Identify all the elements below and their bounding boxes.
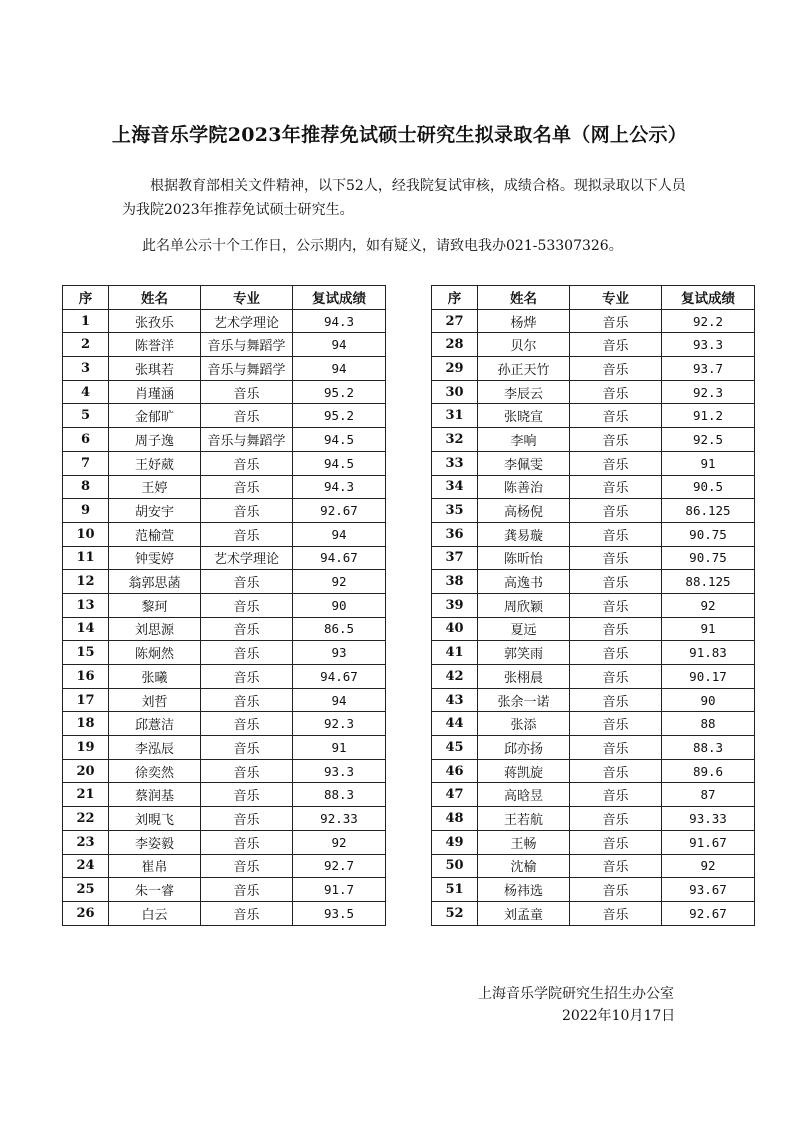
row-score-cell: 88 bbox=[662, 712, 755, 736]
row-major-cell: 音乐 bbox=[201, 380, 293, 404]
row-major-cell: 音乐 bbox=[201, 807, 293, 831]
row-name-cell: 胡安宇 bbox=[109, 499, 201, 523]
table-row bbox=[432, 854, 755, 878]
row-score-cell: 95.2 bbox=[293, 380, 386, 404]
row-score-cell: 92.3 bbox=[662, 380, 755, 404]
row-no-cell: 47 bbox=[432, 783, 478, 807]
row-score-cell: 90.75 bbox=[662, 522, 755, 546]
row-name-cell: 崔帛 bbox=[109, 854, 201, 878]
row-no-cell: 34 bbox=[432, 475, 478, 499]
row-major-cell: 音乐与舞蹈学 bbox=[201, 333, 293, 357]
table-row bbox=[432, 380, 755, 404]
row-major-cell: 音乐 bbox=[201, 451, 293, 475]
table-row bbox=[432, 475, 755, 499]
row-major-cell: 音乐 bbox=[570, 357, 662, 381]
row-score-cell: 93.7 bbox=[662, 357, 755, 381]
row-name-cell: 刘思源 bbox=[109, 617, 201, 641]
row-major-cell: 音乐 bbox=[570, 380, 662, 404]
row-score-cell: 94 bbox=[293, 522, 386, 546]
row-no-cell: 9 bbox=[63, 499, 109, 523]
row-score-cell: 92.67 bbox=[662, 901, 755, 925]
row-no-cell: 51 bbox=[432, 878, 478, 902]
office-signature: 上海音乐学院研究生招生办公室 bbox=[478, 986, 674, 1002]
table-row bbox=[63, 712, 386, 736]
table-row bbox=[432, 688, 755, 712]
row-name-cell: 李佩雯 bbox=[478, 451, 570, 475]
row-score-cell: 92.2 bbox=[662, 309, 755, 333]
row-score-cell: 88.3 bbox=[293, 783, 386, 807]
admission-table-right bbox=[431, 285, 755, 926]
row-score-cell: 91 bbox=[662, 451, 755, 475]
row-name-cell: 夏远 bbox=[478, 617, 570, 641]
row-major-cell: 音乐 bbox=[201, 499, 293, 523]
row-name-cell: 白云 bbox=[109, 901, 201, 925]
row-name-cell: 李辰云 bbox=[478, 380, 570, 404]
row-name-cell: 李泓辰 bbox=[109, 736, 201, 760]
table-row bbox=[63, 428, 386, 452]
row-major-cell: 音乐 bbox=[201, 617, 293, 641]
row-no-cell: 31 bbox=[432, 404, 478, 428]
row-no-cell: 36 bbox=[432, 522, 478, 546]
table-row bbox=[432, 901, 755, 925]
table-row bbox=[432, 428, 755, 452]
table-row bbox=[432, 593, 755, 617]
header-no: 序 bbox=[432, 286, 478, 310]
table-header-row bbox=[63, 286, 386, 310]
row-no-cell: 2 bbox=[63, 333, 109, 357]
row-score-cell: 93.3 bbox=[293, 759, 386, 783]
row-major-cell: 音乐 bbox=[570, 570, 662, 594]
row-major-cell: 音乐 bbox=[570, 333, 662, 357]
header-score: 复试成绩 bbox=[662, 286, 755, 310]
row-name-cell: 周子逸 bbox=[109, 428, 201, 452]
row-no-cell: 29 bbox=[432, 357, 478, 381]
row-score-cell: 92.5 bbox=[662, 428, 755, 452]
row-no-cell: 32 bbox=[432, 428, 478, 452]
row-no-cell: 45 bbox=[432, 736, 478, 760]
row-no-cell: 1 bbox=[63, 309, 109, 333]
row-major-cell: 音乐 bbox=[570, 665, 662, 689]
row-major-cell: 音乐 bbox=[201, 830, 293, 854]
row-name-cell: 刘晛飞 bbox=[109, 807, 201, 831]
row-score-cell: 94 bbox=[293, 688, 386, 712]
row-no-cell: 11 bbox=[63, 546, 109, 570]
row-major-cell: 音乐 bbox=[201, 783, 293, 807]
row-score-cell: 94 bbox=[293, 357, 386, 381]
row-major-cell: 音乐 bbox=[201, 712, 293, 736]
admission-table-left bbox=[62, 285, 386, 926]
row-major-cell: 艺术学理论 bbox=[201, 546, 293, 570]
row-major-cell: 音乐 bbox=[570, 522, 662, 546]
row-score-cell: 95.2 bbox=[293, 404, 386, 428]
row-score-cell: 87 bbox=[662, 783, 755, 807]
notice-paragraph: 此名单公示十个工作日，公示期内，如有疑义，请致电我办021-53307326。 bbox=[142, 238, 623, 254]
row-no-cell: 16 bbox=[63, 665, 109, 689]
row-score-cell: 94.67 bbox=[293, 665, 386, 689]
row-no-cell: 26 bbox=[63, 901, 109, 925]
row-no-cell: 33 bbox=[432, 451, 478, 475]
row-major-cell: 音乐 bbox=[570, 451, 662, 475]
row-score-cell: 92 bbox=[662, 854, 755, 878]
row-no-cell: 19 bbox=[63, 736, 109, 760]
row-score-cell: 94.5 bbox=[293, 451, 386, 475]
row-name-cell: 张孜乐 bbox=[109, 309, 201, 333]
table-row bbox=[63, 309, 386, 333]
table-row bbox=[63, 759, 386, 783]
table-row bbox=[432, 309, 755, 333]
row-name-cell: 陈善治 bbox=[478, 475, 570, 499]
row-no-cell: 41 bbox=[432, 641, 478, 665]
row-score-cell: 94 bbox=[293, 333, 386, 357]
row-name-cell: 王畅 bbox=[478, 830, 570, 854]
row-score-cell: 88.3 bbox=[662, 736, 755, 760]
row-no-cell: 22 bbox=[63, 807, 109, 831]
table-row bbox=[432, 759, 755, 783]
row-score-cell: 88.125 bbox=[662, 570, 755, 594]
row-name-cell: 周欣颖 bbox=[478, 593, 570, 617]
table-row bbox=[432, 830, 755, 854]
intro-paragraph: 根据教育部相关文件精神，以下52人，经我院复试审核，成绩合格。现拟录取以下人员为我院2023年推荐免试硕士研究生。 bbox=[122, 178, 686, 218]
row-major-cell: 音乐 bbox=[201, 736, 293, 760]
row-major-cell: 音乐 bbox=[201, 641, 293, 665]
row-no-cell: 38 bbox=[432, 570, 478, 594]
row-name-cell: 范榆萱 bbox=[109, 522, 201, 546]
row-name-cell: 黎珂 bbox=[109, 593, 201, 617]
table-row bbox=[432, 451, 755, 475]
row-no-cell: 15 bbox=[63, 641, 109, 665]
table-row bbox=[432, 641, 755, 665]
header-name: 姓名 bbox=[109, 286, 201, 310]
row-major-cell: 音乐 bbox=[570, 759, 662, 783]
row-score-cell: 92.3 bbox=[293, 712, 386, 736]
row-no-cell: 42 bbox=[432, 665, 478, 689]
row-name-cell: 翁郭思菡 bbox=[109, 570, 201, 594]
row-score-cell: 91.2 bbox=[662, 404, 755, 428]
row-no-cell: 13 bbox=[63, 593, 109, 617]
row-no-cell: 27 bbox=[432, 309, 478, 333]
row-score-cell: 91.83 bbox=[662, 641, 755, 665]
row-no-cell: 3 bbox=[63, 357, 109, 381]
table-row bbox=[63, 380, 386, 404]
table-row bbox=[432, 333, 755, 357]
row-major-cell: 音乐 bbox=[570, 688, 662, 712]
row-major-cell: 音乐 bbox=[201, 759, 293, 783]
row-score-cell: 93.5 bbox=[293, 901, 386, 925]
row-no-cell: 6 bbox=[63, 428, 109, 452]
row-score-cell: 93.33 bbox=[662, 807, 755, 831]
row-major-cell: 音乐 bbox=[570, 546, 662, 570]
row-score-cell: 92 bbox=[662, 593, 755, 617]
row-no-cell: 4 bbox=[63, 380, 109, 404]
table-row bbox=[63, 807, 386, 831]
row-no-cell: 14 bbox=[63, 617, 109, 641]
row-major-cell: 音乐 bbox=[570, 712, 662, 736]
row-score-cell: 94.3 bbox=[293, 475, 386, 499]
row-no-cell: 24 bbox=[63, 854, 109, 878]
row-name-cell: 郭笑雨 bbox=[478, 641, 570, 665]
row-score-cell: 91.67 bbox=[662, 830, 755, 854]
table-row bbox=[432, 736, 755, 760]
row-major-cell: 音乐 bbox=[570, 807, 662, 831]
row-major-cell: 音乐 bbox=[201, 878, 293, 902]
table-row bbox=[432, 570, 755, 594]
document-title: 上海音乐学院2023年推荐免试硕士研究生拟录取名单（网上公示） bbox=[111, 124, 688, 146]
row-no-cell: 49 bbox=[432, 830, 478, 854]
row-major-cell: 音乐 bbox=[201, 593, 293, 617]
table-row bbox=[432, 712, 755, 736]
row-name-cell: 张余一诺 bbox=[478, 688, 570, 712]
row-name-cell: 王妤葳 bbox=[109, 451, 201, 475]
header-major: 专业 bbox=[570, 286, 662, 310]
table-row bbox=[432, 878, 755, 902]
row-score-cell: 89.6 bbox=[662, 759, 755, 783]
table-row bbox=[63, 593, 386, 617]
row-major-cell: 音乐 bbox=[570, 901, 662, 925]
row-no-cell: 7 bbox=[63, 451, 109, 475]
row-name-cell: 金郁旷 bbox=[109, 404, 201, 428]
row-no-cell: 30 bbox=[432, 380, 478, 404]
row-name-cell: 孙正天竹 bbox=[478, 357, 570, 381]
table-row bbox=[63, 546, 386, 570]
row-name-cell: 徐奕然 bbox=[109, 759, 201, 783]
row-score-cell: 90.75 bbox=[662, 546, 755, 570]
row-major-cell: 音乐 bbox=[201, 901, 293, 925]
row-score-cell: 94.3 bbox=[293, 309, 386, 333]
row-name-cell: 邱亦扬 bbox=[478, 736, 570, 760]
row-no-cell: 25 bbox=[63, 878, 109, 902]
row-major-cell: 音乐 bbox=[570, 593, 662, 617]
row-score-cell: 86.5 bbox=[293, 617, 386, 641]
table-row bbox=[63, 641, 386, 665]
row-no-cell: 40 bbox=[432, 617, 478, 641]
row-no-cell: 28 bbox=[432, 333, 478, 357]
row-major-cell: 音乐 bbox=[201, 475, 293, 499]
header-score: 复试成绩 bbox=[293, 286, 386, 310]
table-row bbox=[432, 357, 755, 381]
row-score-cell: 90.17 bbox=[662, 665, 755, 689]
row-name-cell: 杨烨 bbox=[478, 309, 570, 333]
row-no-cell: 23 bbox=[63, 830, 109, 854]
row-name-cell: 张曦 bbox=[109, 665, 201, 689]
row-score-cell: 93 bbox=[293, 641, 386, 665]
row-score-cell: 92.7 bbox=[293, 854, 386, 878]
table-row bbox=[432, 617, 755, 641]
table-row bbox=[63, 404, 386, 428]
row-major-cell: 音乐 bbox=[570, 475, 662, 499]
table-row bbox=[432, 404, 755, 428]
row-name-cell: 高晗昱 bbox=[478, 783, 570, 807]
row-name-cell: 高逸书 bbox=[478, 570, 570, 594]
row-no-cell: 20 bbox=[63, 759, 109, 783]
row-score-cell: 93.67 bbox=[662, 878, 755, 902]
row-no-cell: 48 bbox=[432, 807, 478, 831]
table-row bbox=[63, 736, 386, 760]
row-score-cell: 91 bbox=[293, 736, 386, 760]
row-major-cell: 音乐 bbox=[201, 665, 293, 689]
row-score-cell: 91 bbox=[662, 617, 755, 641]
row-score-cell: 94.5 bbox=[293, 428, 386, 452]
table-header-row bbox=[432, 286, 755, 310]
row-name-cell: 蔡润基 bbox=[109, 783, 201, 807]
row-no-cell: 43 bbox=[432, 688, 478, 712]
row-name-cell: 刘哲 bbox=[109, 688, 201, 712]
table-row bbox=[63, 617, 386, 641]
row-no-cell: 39 bbox=[432, 593, 478, 617]
row-score-cell: 90 bbox=[293, 593, 386, 617]
row-major-cell: 音乐 bbox=[201, 688, 293, 712]
row-no-cell: 46 bbox=[432, 759, 478, 783]
row-major-cell: 音乐 bbox=[570, 641, 662, 665]
row-name-cell: 陈誉洋 bbox=[109, 333, 201, 357]
row-name-cell: 高杨倪 bbox=[478, 499, 570, 523]
row-name-cell: 朱一睿 bbox=[109, 878, 201, 902]
table-row bbox=[63, 665, 386, 689]
table-row bbox=[63, 499, 386, 523]
row-major-cell: 音乐 bbox=[570, 617, 662, 641]
table-row bbox=[63, 475, 386, 499]
row-score-cell: 92.67 bbox=[293, 499, 386, 523]
row-name-cell: 龚易璇 bbox=[478, 522, 570, 546]
row-major-cell: 音乐 bbox=[570, 404, 662, 428]
row-name-cell: 沈榆 bbox=[478, 854, 570, 878]
row-no-cell: 10 bbox=[63, 522, 109, 546]
table-row bbox=[432, 783, 755, 807]
row-major-cell: 音乐 bbox=[570, 783, 662, 807]
row-name-cell: 肖瑾涵 bbox=[109, 380, 201, 404]
row-score-cell: 92 bbox=[293, 570, 386, 594]
row-no-cell: 21 bbox=[63, 783, 109, 807]
table-row bbox=[63, 854, 386, 878]
table-row bbox=[63, 878, 386, 902]
header-major: 专业 bbox=[201, 286, 293, 310]
row-major-cell: 音乐 bbox=[201, 404, 293, 428]
row-major-cell: 艺术学理论 bbox=[201, 309, 293, 333]
header-name: 姓名 bbox=[478, 286, 570, 310]
table-row bbox=[63, 522, 386, 546]
row-name-cell: 陈炯然 bbox=[109, 641, 201, 665]
row-no-cell: 44 bbox=[432, 712, 478, 736]
row-no-cell: 52 bbox=[432, 901, 478, 925]
row-name-cell: 李姿毅 bbox=[109, 830, 201, 854]
row-score-cell: 93.3 bbox=[662, 333, 755, 357]
table-row bbox=[63, 901, 386, 925]
table-row bbox=[63, 333, 386, 357]
table-row bbox=[432, 807, 755, 831]
row-no-cell: 35 bbox=[432, 499, 478, 523]
row-no-cell: 5 bbox=[63, 404, 109, 428]
row-name-cell: 刘孟童 bbox=[478, 901, 570, 925]
row-no-cell: 37 bbox=[432, 546, 478, 570]
row-major-cell: 音乐 bbox=[570, 428, 662, 452]
table-row bbox=[63, 357, 386, 381]
table-row bbox=[432, 665, 755, 689]
row-no-cell: 50 bbox=[432, 854, 478, 878]
row-name-cell: 蒋凯旋 bbox=[478, 759, 570, 783]
row-name-cell: 张琪若 bbox=[109, 357, 201, 381]
table-row bbox=[63, 830, 386, 854]
table-row bbox=[63, 783, 386, 807]
table-row bbox=[63, 570, 386, 594]
row-no-cell: 12 bbox=[63, 570, 109, 594]
row-major-cell: 音乐与舞蹈学 bbox=[201, 357, 293, 381]
row-major-cell: 音乐与舞蹈学 bbox=[201, 428, 293, 452]
row-major-cell: 音乐 bbox=[570, 854, 662, 878]
row-name-cell: 杨祎选 bbox=[478, 878, 570, 902]
row-major-cell: 音乐 bbox=[201, 854, 293, 878]
row-score-cell: 91.7 bbox=[293, 878, 386, 902]
row-score-cell: 90 bbox=[662, 688, 755, 712]
document-date: 2022年10月17日 bbox=[562, 1008, 676, 1024]
table-row bbox=[63, 688, 386, 712]
row-score-cell: 94.67 bbox=[293, 546, 386, 570]
row-major-cell: 音乐 bbox=[570, 736, 662, 760]
row-name-cell: 李响 bbox=[478, 428, 570, 452]
row-score-cell: 86.125 bbox=[662, 499, 755, 523]
row-major-cell: 音乐 bbox=[570, 830, 662, 854]
row-major-cell: 音乐 bbox=[570, 309, 662, 333]
row-major-cell: 音乐 bbox=[570, 878, 662, 902]
row-name-cell: 王若航 bbox=[478, 807, 570, 831]
table-row bbox=[63, 451, 386, 475]
row-no-cell: 18 bbox=[63, 712, 109, 736]
row-major-cell: 音乐 bbox=[201, 570, 293, 594]
table-row bbox=[432, 546, 755, 570]
row-name-cell: 邱薏洁 bbox=[109, 712, 201, 736]
row-name-cell: 贝尔 bbox=[478, 333, 570, 357]
row-score-cell: 92 bbox=[293, 830, 386, 854]
row-no-cell: 8 bbox=[63, 475, 109, 499]
row-name-cell: 王婷 bbox=[109, 475, 201, 499]
row-score-cell: 92.33 bbox=[293, 807, 386, 831]
table-row bbox=[432, 522, 755, 546]
row-name-cell: 张晓宣 bbox=[478, 404, 570, 428]
header-no: 序 bbox=[63, 286, 109, 310]
row-name-cell: 陈昕怡 bbox=[478, 546, 570, 570]
row-major-cell: 音乐 bbox=[201, 522, 293, 546]
row-major-cell: 音乐 bbox=[570, 499, 662, 523]
row-score-cell: 90.5 bbox=[662, 475, 755, 499]
row-name-cell: 钟雯婷 bbox=[109, 546, 201, 570]
row-name-cell: 张添 bbox=[478, 712, 570, 736]
row-no-cell: 17 bbox=[63, 688, 109, 712]
table-row bbox=[432, 499, 755, 523]
row-name-cell: 张栩晨 bbox=[478, 665, 570, 689]
